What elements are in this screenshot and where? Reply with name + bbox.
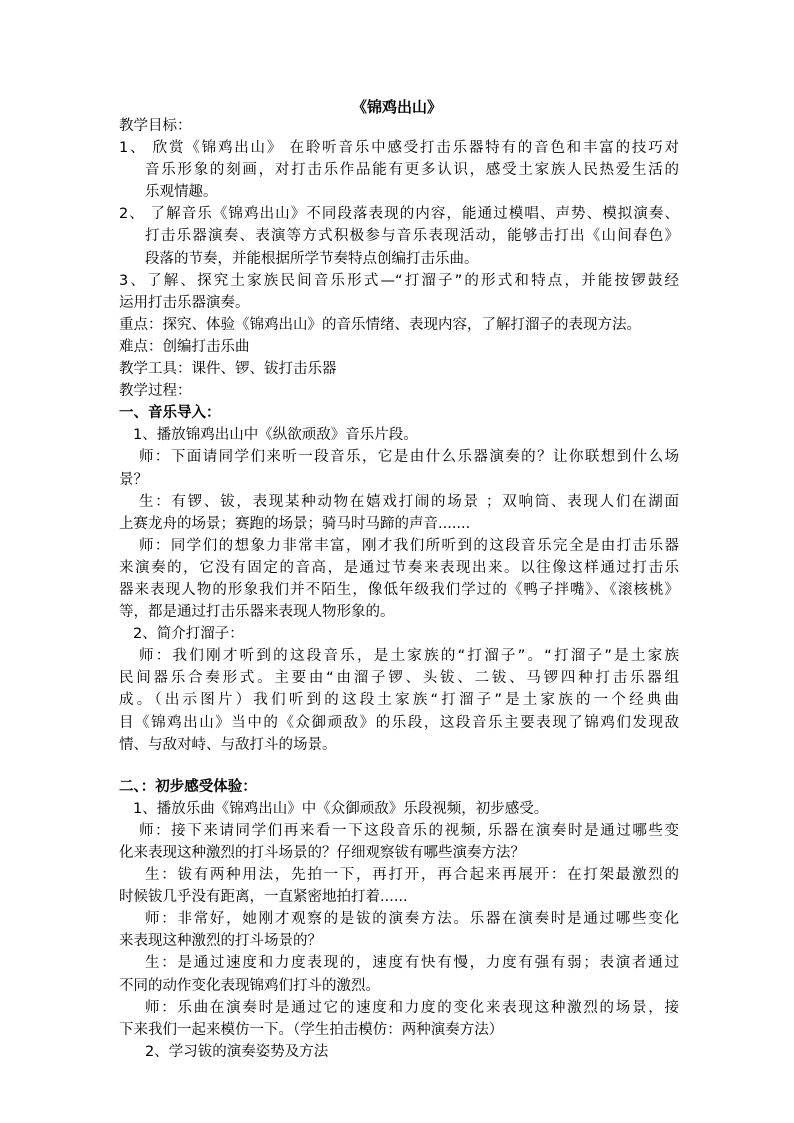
document-body	[119, 115, 679, 1063]
teacher-line: 师：同学们的想象力非常丰富，刚才我们所听到的这段音乐完全是由打击乐器	[139, 537, 679, 554]
teacher-line: 师：接下来请同学们再来看一下这段音乐的视频, 乐器在演奏时是通过哪些变	[139, 822, 679, 839]
section-1-heading: 一、音乐导入：	[119, 405, 221, 422]
teacher-line-cont: 景？	[119, 471, 148, 488]
teacher-line-cont: 情、与敌对峙、与敌打斗的场景。	[119, 736, 337, 753]
teacher-line: 师：下面请同学们来听一段音乐，它是由什么乐器演奏的？让你联想到什么场	[139, 449, 679, 466]
student-line-cont: 时候钹几乎没有距离，一直紧密地拍打着......	[119, 889, 408, 906]
heading-objectives: 教学目标：	[119, 118, 192, 134]
objective-3: 3、了解、探究土家族民间音乐形式—“打溜子”的形式和特点，并能按锣鼓经	[119, 272, 679, 289]
student-line: 生：钹有两种用法，先拍一下，再打开，再合起来再展开：在打架最激烈的	[145, 867, 679, 884]
teacher-line-cont: 民间器乐合奏形式。主要由“由溜子锣、头钹、二钹、马锣四种打击乐器组	[119, 670, 679, 687]
teacher-line-cont: 器来表现人物的形象我们并不陌生，像低年级我们学过的《鸭子拌嘴》、《滚核桃》	[119, 581, 679, 598]
objective-2-cont: 打击乐器演奏、表演等方式积极参与音乐表现活动，能够击打出《山间春色》	[145, 228, 679, 245]
heading-process: 教学过程：	[119, 383, 192, 400]
document-title: 《锦鸡出山》	[351, 98, 442, 116]
teacher-line-cont: 化来表现这种激烈的打斗场景的？仔细观察钹有哪些演奏方法？	[119, 845, 525, 861]
teacher-line-cont: 目《锦鸡出山》当中的《众御顽敌》的乐段，这段音乐主要表现了锦鸡们发现敌	[119, 714, 679, 731]
objective-1: 1、 欣赏《锦鸡出山》 在聆听音乐中感受打击乐器特有的音色和丰富的技巧对	[119, 140, 679, 157]
objective-1-cont: 乐观情趣。	[145, 184, 218, 201]
teacher-line-cont: 来演奏的，它没有固定的音高，是通过节奏来表现出来。以往像这样通过打击乐	[119, 559, 679, 576]
step-1-1: 1、播放锦鸡出山中《纵欲顽敌》音乐片段。	[133, 427, 418, 444]
teaching-tools: 教学工具：课件、锣、钹打击乐器	[119, 361, 337, 378]
step-2-2: 2、学习钹的演奏姿势及方法	[145, 1043, 329, 1060]
teacher-line-cont: 等，都是通过打击乐器来表现人物形象的。	[119, 604, 395, 621]
blank-line	[119, 756, 679, 776]
teacher-line-cont: 下来我们一起来模仿一下。（学生拍击模仿：两种演奏方法）	[119, 1021, 504, 1038]
teacher-line: 师：我们刚才听到的这段音乐，是土家族的“打溜子”。“打溜子”是土家族	[139, 648, 679, 665]
student-line-cont: 不同的动作变化表现锦鸡们打斗的激烈。	[119, 977, 380, 994]
step-1-2: 2、简介打溜子：	[133, 626, 244, 643]
step-2-1: 1、播放乐曲《锦鸡出山》中《众御顽敌》乐段视频，初步感受。	[133, 800, 549, 817]
objective-3-cont: 运用打击乐器演奏。	[119, 294, 250, 311]
objective-1-cont: 音乐形象的刻画，对打击乐作品能有更多认识，感受土家族人民热爱生活的	[145, 162, 679, 179]
student-line-cont: 上赛龙舟的场景；赛跑的场景；骑马时马蹄的声音.......	[119, 515, 471, 532]
section-2-heading: 二、：初步感受体验：	[119, 778, 257, 795]
teacher-line: 师：非常好，她刚才观察的是钹的演奏方法。乐器在演奏时是通过哪些变化	[145, 911, 679, 928]
difficulty: 难点：创编打击乐曲	[119, 338, 250, 355]
student-line: 生：是通过速度和力度表现的，速度有快有慢，力度有强有弱；表演者通过	[145, 955, 679, 972]
objective-2-cont: 段落的节奏，并能根据所学节奏特点创编打击乐曲。	[145, 250, 479, 267]
student-line: 生：有锣、钹，表现某种动物在嬉戏打闹的场景 ；双响筒、表现人们在湖面	[139, 493, 679, 510]
teacher-line-cont: 来表现这种激烈的打斗场景的？	[119, 933, 322, 950]
key-points: 重点：探究、体验《锦鸡出山》的音乐情绪、表现内容，了解打溜子的表现方法。	[119, 316, 641, 333]
teacher-line-cont: 成。（出示图片）我们听到的这段土家族“打溜子”是土家族的一个经典曲	[119, 692, 679, 709]
objective-2: 2、 了解音乐《锦鸡出山》不同段落表现的内容，能通过模唱、声势、模拟演奏、	[119, 206, 679, 223]
teacher-line: 师：乐曲在演奏时是通过它的速度和力度的变化来表现这种激烈的场景，接	[145, 999, 679, 1016]
